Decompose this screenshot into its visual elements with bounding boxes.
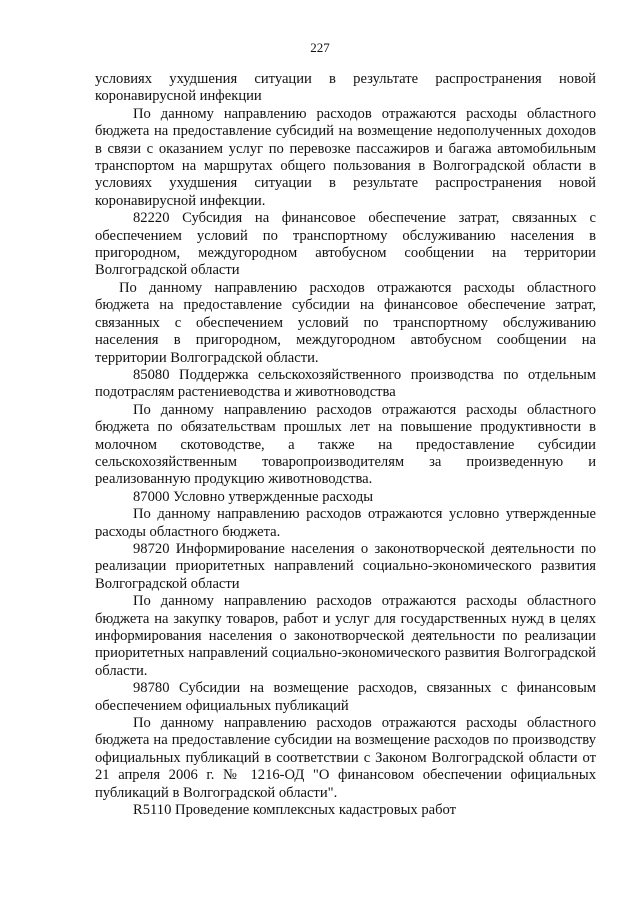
document-body [95,71,596,819]
paragraph-description: По данному направлению расходов отражаются расходы областного бюджета на предоставление субсидии на финансовое обеспечение затрат, связанных с обеспечением условий по транспортному обслуживанию населения в пригородном, междугородном автобусном сообщении на территории Волгоградской области. [95,279,596,366]
paragraph-description: По данному направлению расходов отражаются расходы областного бюджета по обязательствам прошлых лет на повышение продуктивности в молочном скотоводстве, а также на предоставление субсидии сельскохозяйственным товаропроизводителям за произведенную и реализованную продукцию животноводства. [95,401,596,488]
paragraph-code-heading: 98720 Информирование населения о законотворческой деятельности по реализации приоритетных направлений социально-экономического развития Волгоградской области [95,540,596,592]
paragraph-code-heading: 82220 Субсидия на финансовое обеспечение затрат, связанных с обеспечением условий по транспортному обслуживанию населения в пригородном, междугородном автобусном сообщении на территории Волгоградской области [95,210,596,279]
page-number: 227 [310,40,330,55]
paragraph-code-heading: 85080 Поддержка сельскохозяйственного производства по отдельным подотраслям растениеводства и животноводства [95,366,596,401]
paragraph-code-heading: R5110 Проведение комплексных кадастровых работ [133,802,457,819]
paragraph-description: По данному направлению расходов отражаются условно утвержденные расходы областного бюджета. [95,506,596,540]
paragraph-code-heading: 87000 Условно утвержденные расходы [133,488,374,505]
paragraph-code-heading: 98780 Субсидии на возмещение расходов, связанных с финансовым обеспечением официальных публикаций [95,680,596,714]
paragraph-description: По данному направлению расходов отражаются расходы областного бюджета на закупку товаров, работ и услуг для государственных нужд в целях информирования населения о законотворческой деятельности по реализации приоритетных направлений социально-экономического развития Волгоградской области. [95,593,596,679]
paragraph-description: По данному направлению расходов отражаются расходы областного бюджета на предоставление субсидий на возмещение недополученных доходов в связи с оказанием услуг по перевозке пассажиров и багажа автомобильным транспортом на маршрутах общего пользования в Волгоградской области в условиях ухудшения ситуации в результате распространения новой коронавирусной инфекции. [95,105,596,209]
paragraph-description: По данному направлению расходов отражаются расходы областного бюджета на предоставление субсидии на возмещение расходов по производству официальных публикаций в соответствии с Законом Волгоградской области от 21 апреля 2006 г. № 1216-ОД "О финансовом обеспечении официальных публикаций в Волгоградской области". [95,715,596,801]
paragraph-continuation: условиях ухудшения ситуации в результате распространения новой коронавирусной инфекции [95,71,596,105]
